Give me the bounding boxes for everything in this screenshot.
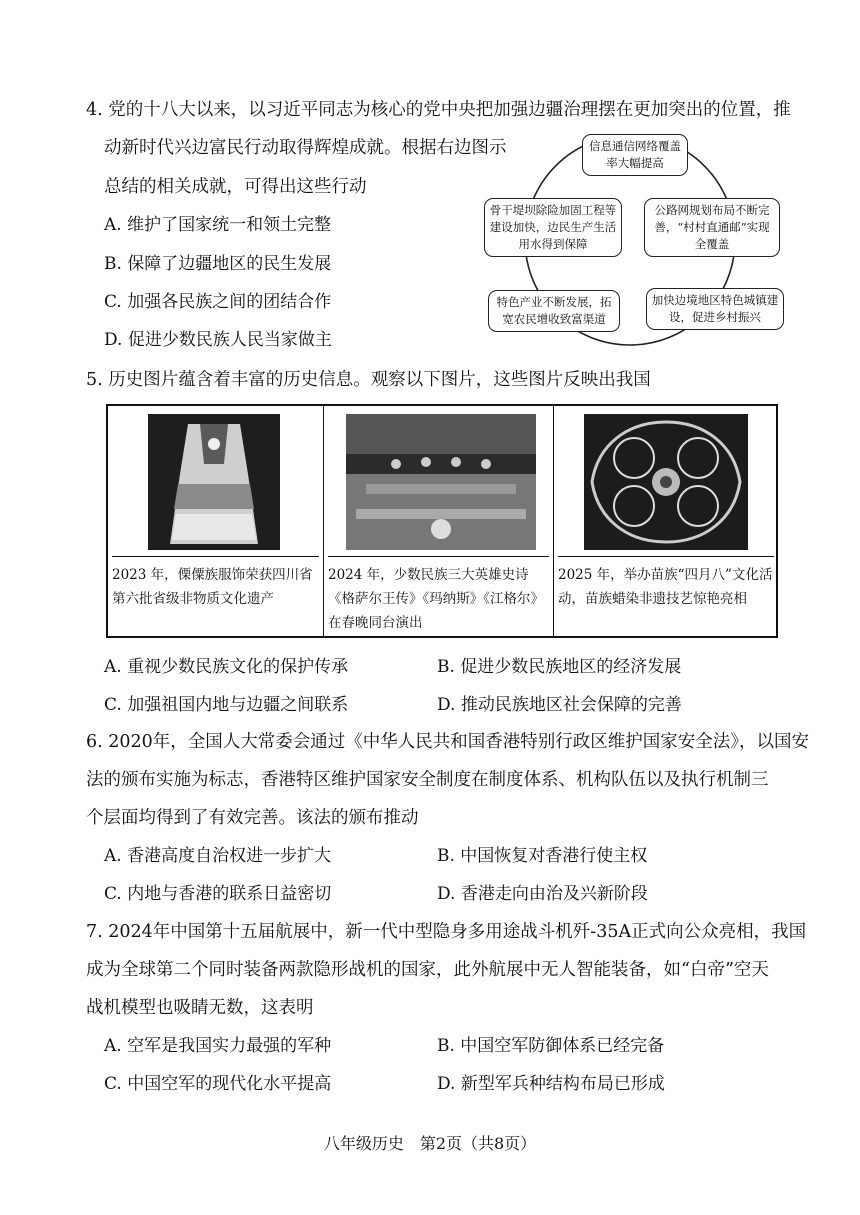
q7-stem-line3: 战机模型也吸睛无数，这表明 [86, 998, 314, 1018]
q4-stem-line1: 4. 党的十八大以来，以习近平同志为核心的党中央把加强边疆治理摆在更加突出的位置，推 [86, 100, 791, 120]
q4-option-a[interactable]: A. 维护了国家统一和领土完整 [104, 215, 332, 235]
gala-performance-photo [346, 414, 536, 550]
q7-stem-line2: 成为全球第二个同时装备两款隐形战机的国家，此外航展中无人智能装备，如“白帝”空天 [86, 960, 769, 980]
q7-option-b[interactable]: B. 中国空军防御体系已经完备 [437, 1036, 665, 1056]
q5-caption-3: 2025 年，举办苗族“四月八”文化活动，苗族蜡染非遗技艺惊艳亮相 [558, 556, 774, 611]
q6-option-d[interactable]: D. 香港走向由治及兴新阶段 [437, 884, 648, 904]
costume-photo [148, 414, 280, 550]
diagram-box-left: 骨干堤坝除险加固工程等建设加快，边民生产生活用水得到保障 [484, 198, 622, 257]
q6-stem-line1: 6. 2020年，全国人大常委会通过《中华人民共和国香港特别行政区维护国家安全法》，以国安 [86, 732, 810, 752]
q5-option-c[interactable]: C. 加强祖国内地与边疆之间联系 [104, 695, 349, 715]
q6-stem-line3: 个层面均得到了有效完善。该法的颁布推动 [86, 808, 419, 828]
q4-option-d[interactable]: D. 促进少数民族人民当家做主 [104, 330, 332, 350]
q6-option-a[interactable]: A. 香港高度自治权进一步扩大 [104, 846, 332, 866]
q5-caption-1: 2023 年，傈僳族服饰荣获四川省第六批省级非物质文化遗产 [112, 556, 319, 611]
q4-stem-line3: 总结的相关成就，可得出这些行动 [104, 177, 367, 197]
q5-caption-2: 2024 年，少数民族三大英雄史诗《格萨尔王传》《玛纳斯》《江格尔》在春晚同台演出 [328, 556, 549, 635]
q5-cell-2 [323, 406, 553, 636]
q6-option-b[interactable]: B. 中国恢复对香港行使主权 [437, 846, 648, 866]
q5-option-d[interactable]: D. 推动民族地区社会保障的完善 [437, 695, 682, 715]
diagram-box-right: 公路网规划布局不断完善，“村村直通邮”实现全覆盖 [644, 198, 780, 257]
diagram-box-bottom-right: 加快边境地区特色城镇建设，促进乡村振兴 [646, 288, 784, 330]
q5-stem: 5. 历史图片蕴含着丰富的历史信息。观察以下图片，这些图片反映出我国 [86, 370, 651, 390]
page-footer: 八年级历史 第2页（共8页） [323, 1134, 537, 1153]
q4-achievements-diagram [470, 130, 790, 360]
diagram-box-top: 信息通信网络覆盖率大幅提高 [582, 134, 688, 176]
q6-option-c[interactable]: C. 内地与香港的联系日益密切 [104, 884, 332, 904]
q5-cell-3 [553, 406, 778, 636]
q7-option-a[interactable]: A. 空军是我国实力最强的军种 [104, 1036, 332, 1056]
q4-option-b[interactable]: B. 保障了边疆地区的民生发展 [104, 254, 332, 274]
q7-option-d[interactable]: D. 新型军兵种结构布局已形成 [437, 1074, 665, 1094]
q6-stem-line2: 法的颁布实施为标志，香港特区维护国家安全制度在制度体系、机构队伍以及执行机制三 [86, 770, 769, 790]
q5-cell-1 [108, 406, 323, 636]
q4-stem-line2: 动新时代兴边富民行动取得辉煌成就。根据右边图示 [104, 138, 507, 158]
q4-option-c[interactable]: C. 加强各民族之间的团结合作 [104, 292, 332, 312]
batik-photo [584, 414, 748, 550]
diagram-box-bottom-left: 特色产业不断发展，拓宽农民增收致富渠道 [488, 290, 620, 332]
q7-option-c[interactable]: C. 中国空军的现代化水平提高 [104, 1074, 332, 1094]
q5-option-a[interactable]: A. 重视少数民族文化的保护传承 [104, 657, 349, 677]
q7-stem-line1: 7. 2024年中国第十五届航展中，新一代中型隐身多用途战斗机歼-35A正式向公众亮相，我国 [86, 922, 807, 942]
q5-image-table [106, 404, 778, 638]
q5-option-b[interactable]: B. 促进少数民族地区的经济发展 [437, 657, 682, 677]
